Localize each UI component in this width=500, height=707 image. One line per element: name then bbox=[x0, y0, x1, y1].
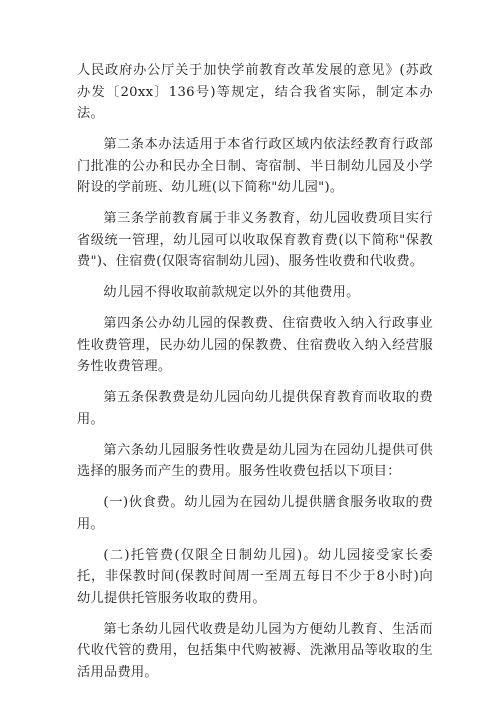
paragraph-article-6: 第六条幼儿园服务性收费是幼儿园为在园幼儿提供可供选择的服务而产生的费用。服务性收费包括以下项目： bbox=[77, 442, 433, 479]
paragraph-article-2: 第二条本办法适用于本省行政区域内依法经教育行政部门批准的公办和民办全日制、寄宿制、半日制幼儿园及小学附设的学前班、幼儿班(以下简称"幼儿园")。 bbox=[77, 137, 433, 195]
paragraph-intro-continuation: 人民政府办公厅关于加快学前教育改革发展的意见》(苏政办发〔20xx〕136号)等规定，结合我省实际，制定本办法。 bbox=[77, 63, 433, 121]
paragraph-item-1-meal-fee: (一)伙食费。幼儿园为在园幼儿提供膳食服务收取的费用。 bbox=[77, 495, 433, 532]
document-body bbox=[77, 60, 433, 693]
paragraph-item-2-care-fee: (二)托管费(仅限全日制幼儿园)。幼儿园接受家长委托，非保教时间(保教时间周一至周五每日不少于8小时)向幼儿提供托管服务收取的费用。 bbox=[77, 547, 433, 606]
paragraph-article-5: 第五条保教费是幼儿园向幼儿提供保育教育而收取的费用。 bbox=[77, 390, 433, 427]
paragraph-article-3-note: 幼儿园不得收取前款规定以外的其他费用。 bbox=[103, 285, 360, 300]
paragraph-article-3: 第三条学前教育属于非义务教育，幼儿园收费项目实行省级统一管理，幼儿园可以收取保育教育费(以下简称"保教费")、住宿费(仅限寄宿制幼儿园)、服务性收费和代收费。 bbox=[77, 211, 433, 269]
paragraph-article-7: 第七条幼儿园代收费是幼儿园为方便幼儿教育、生活而代收代管的费用，包括集中代购被褥、洗漱用品等收取的生活用品费用。 bbox=[77, 621, 433, 680]
paragraph-article-4: 第四条公办幼儿园的保教费、住宿费收入纳入行政事业性收费管理，民办幼儿园的保教费、住宿费收入纳入经营服务性收费管理。 bbox=[77, 316, 433, 374]
